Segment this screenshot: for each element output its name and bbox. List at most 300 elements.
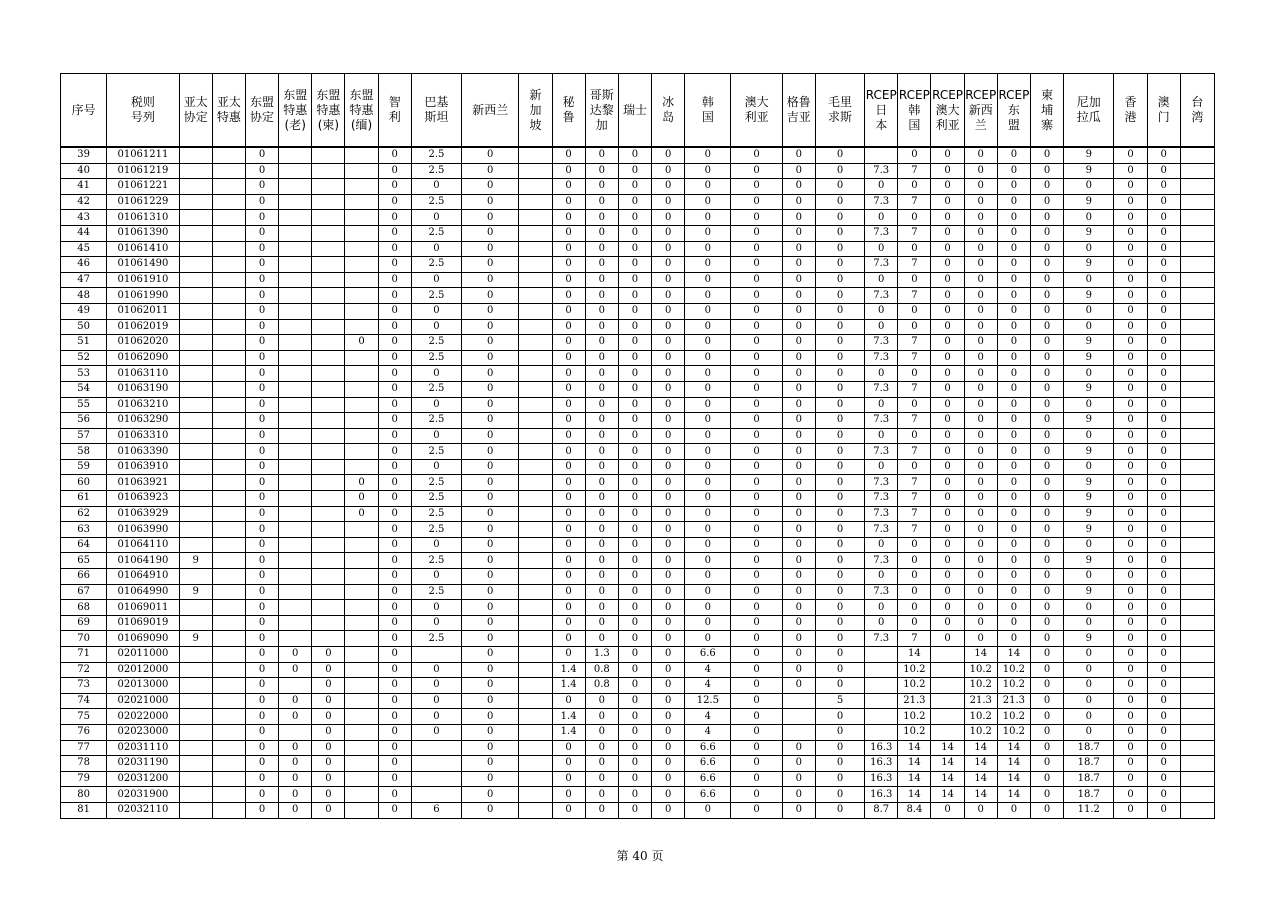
table-cell: 0: [1064, 397, 1114, 413]
table-cell: 0: [462, 475, 519, 491]
table-cell: 0: [1031, 147, 1064, 163]
table-cell: 0: [1114, 241, 1147, 257]
table-cell: 0: [997, 288, 1030, 304]
table-cell: [519, 724, 552, 740]
table-cell: 9: [1064, 225, 1114, 241]
table-cell: 0: [552, 147, 585, 163]
table-cell: [345, 553, 378, 569]
table-cell: 0: [279, 740, 312, 756]
table-cell: 0: [731, 740, 782, 756]
table-cell: 0: [618, 397, 651, 413]
table-cell: 9: [1064, 381, 1114, 397]
table-cell: [179, 537, 212, 553]
table-cell: 0: [685, 288, 731, 304]
table-cell: [519, 475, 552, 491]
table-cell: 0: [815, 802, 864, 818]
table-cell: 0: [731, 475, 782, 491]
table-cell: [345, 288, 378, 304]
table-cell: 0: [964, 553, 997, 569]
table-cell: 16.3: [865, 771, 898, 787]
table-cell: 5: [815, 693, 864, 709]
table-cell: 0: [585, 179, 618, 195]
table-cell: 2.5: [411, 147, 461, 163]
table-cell: 0: [245, 615, 278, 631]
table-cell: 0: [931, 366, 964, 382]
table-cell: 0: [462, 802, 519, 818]
table-cell: [519, 709, 552, 725]
column-header: 哥斯 达黎 加: [585, 74, 618, 148]
table-cell: 0: [462, 740, 519, 756]
table-cell: 0: [585, 241, 618, 257]
table-cell: [345, 225, 378, 241]
table-cell: 01062020: [107, 335, 179, 351]
table-cell: [279, 553, 312, 569]
table-cell: 02032110: [107, 802, 179, 818]
table-cell: 2.5: [411, 491, 461, 507]
table-cell: 0: [618, 724, 651, 740]
table-cell: 0: [685, 631, 731, 647]
table-cell: 4: [685, 709, 731, 725]
column-header: 格鲁 吉亚: [782, 74, 815, 148]
table-cell: 0: [898, 272, 931, 288]
table-cell: 0: [1031, 335, 1064, 351]
table-cell: 0: [652, 537, 685, 553]
table-cell: 0: [462, 693, 519, 709]
table-cell: 0: [279, 662, 312, 678]
table-cell: [1180, 241, 1214, 257]
table-cell: [1180, 272, 1214, 288]
table-cell: 0: [1114, 771, 1147, 787]
table-cell: 0: [552, 584, 585, 600]
table-row: [61, 335, 1215, 351]
table-cell: [519, 179, 552, 195]
table-cell: 0: [1147, 366, 1180, 382]
table-cell: 0: [931, 257, 964, 273]
table-cell: 14: [898, 756, 931, 772]
table-cell: 0: [378, 459, 411, 475]
table-cell: 14: [931, 756, 964, 772]
table-cell: 0: [1031, 678, 1064, 694]
table-cell: 0: [411, 366, 461, 382]
table-cell: 0: [964, 584, 997, 600]
table-cell: 0: [618, 241, 651, 257]
table-cell: 0: [618, 569, 651, 585]
table-cell: [212, 413, 245, 429]
table-cell: [212, 569, 245, 585]
table-cell: 0: [997, 537, 1030, 553]
table-cell: 7: [898, 225, 931, 241]
table-cell: 0: [685, 600, 731, 616]
table-cell: 0: [931, 475, 964, 491]
table-cell: 0: [731, 662, 782, 678]
table-cell: 46: [61, 257, 107, 273]
table-cell: [179, 475, 212, 491]
table-cell: 0: [618, 272, 651, 288]
table-cell: 0: [378, 740, 411, 756]
table-cell: 0: [731, 257, 782, 273]
column-header: 东盟 特惠 (柬): [312, 74, 345, 148]
table-cell: [279, 350, 312, 366]
table-cell: 44: [61, 225, 107, 241]
table-cell: 0: [931, 288, 964, 304]
column-header: 台 湾: [1180, 74, 1214, 148]
table-cell: [519, 459, 552, 475]
table-cell: 0.8: [585, 662, 618, 678]
table-cell: 0: [378, 428, 411, 444]
table-row: [61, 647, 1215, 663]
table-cell: [345, 615, 378, 631]
table-cell: 0: [1147, 459, 1180, 475]
table-cell: 0: [652, 506, 685, 522]
table-cell: [212, 615, 245, 631]
table-cell: 01064190: [107, 553, 179, 569]
table-cell: 0: [652, 475, 685, 491]
table-cell: 0: [997, 225, 1030, 241]
table-cell: [312, 319, 345, 335]
table-cell: [345, 522, 378, 538]
table-cell: 0: [245, 381, 278, 397]
header-row: [61, 74, 1215, 148]
table-cell: 0: [652, 319, 685, 335]
table-cell: 0: [815, 397, 864, 413]
table-row: [61, 381, 1215, 397]
column-header: 韩 国: [685, 74, 731, 148]
table-row: [61, 662, 1215, 678]
table-cell: [1180, 678, 1214, 694]
table-cell: 0: [1031, 631, 1064, 647]
table-cell: [312, 288, 345, 304]
table-cell: 0: [585, 319, 618, 335]
table-cell: 0: [685, 381, 731, 397]
table-cell: 0: [411, 272, 461, 288]
table-cell: 0: [685, 428, 731, 444]
table-cell: 0: [865, 569, 898, 585]
table-cell: 0: [731, 366, 782, 382]
table-cell: 0: [1147, 397, 1180, 413]
table-cell: 0: [585, 584, 618, 600]
table-row: [61, 740, 1215, 756]
table-cell: 2.5: [411, 194, 461, 210]
table-cell: 0: [652, 724, 685, 740]
table-cell: 0: [1147, 537, 1180, 553]
column-header: 香 港: [1114, 74, 1147, 148]
table-cell: 0: [1114, 475, 1147, 491]
table-cell: 7.3: [865, 350, 898, 366]
table-cell: [312, 210, 345, 226]
table-cell: [345, 693, 378, 709]
table-cell: 0: [1147, 147, 1180, 163]
table-cell: [312, 459, 345, 475]
table-cell: 0: [378, 724, 411, 740]
table-cell: 0: [782, 522, 815, 538]
table-cell: 0: [552, 771, 585, 787]
table-cell: 0: [1114, 288, 1147, 304]
table-cell: 9: [1064, 350, 1114, 366]
table-cell: 0: [585, 740, 618, 756]
table-cell: 0: [685, 210, 731, 226]
table-cell: 10.2: [964, 678, 997, 694]
table-cell: 6.6: [685, 771, 731, 787]
table-cell: 0: [1147, 522, 1180, 538]
table-cell: 0: [618, 194, 651, 210]
table-cell: 6.6: [685, 756, 731, 772]
table-cell: 0: [964, 303, 997, 319]
table-header: [61, 74, 1215, 148]
table-cell: [179, 288, 212, 304]
table-cell: 0: [815, 584, 864, 600]
table-cell: 0: [815, 241, 864, 257]
table-cell: [865, 693, 898, 709]
table-cell: 0: [997, 350, 1030, 366]
table-cell: 0: [731, 413, 782, 429]
table-cell: 0: [1031, 569, 1064, 585]
table-cell: 0: [964, 225, 997, 241]
table-cell: [212, 491, 245, 507]
table-cell: 9: [1064, 491, 1114, 507]
table-cell: 0: [652, 584, 685, 600]
table-cell: 0: [652, 631, 685, 647]
table-cell: 0: [378, 241, 411, 257]
table-cell: 14: [931, 771, 964, 787]
table-cell: [179, 335, 212, 351]
table-cell: 0: [731, 381, 782, 397]
table-cell: [519, 444, 552, 460]
table-cell: [212, 724, 245, 740]
table-cell: 0: [312, 724, 345, 740]
table-cell: 0: [1031, 724, 1064, 740]
table-cell: 0: [898, 397, 931, 413]
table-cell: [179, 163, 212, 179]
table-cell: 2.5: [411, 381, 461, 397]
column-header: 序号: [61, 74, 107, 148]
table-cell: 0: [378, 303, 411, 319]
column-header: 澳大 利亚: [731, 74, 782, 148]
table-cell: 0: [462, 335, 519, 351]
table-cell: 0: [245, 194, 278, 210]
table-cell: 0: [618, 740, 651, 756]
table-cell: 0: [462, 724, 519, 740]
table-cell: 0: [731, 756, 782, 772]
table-cell: 0: [462, 584, 519, 600]
table-cell: [345, 444, 378, 460]
table-cell: 0: [815, 600, 864, 616]
table-cell: 0: [964, 147, 997, 163]
table-cell: [312, 569, 345, 585]
table-cell: 0: [652, 413, 685, 429]
table-cell: [212, 756, 245, 772]
table-cell: 0: [1147, 662, 1180, 678]
table-cell: 0: [1031, 350, 1064, 366]
table-cell: 0: [652, 288, 685, 304]
table-cell: 0: [1147, 225, 1180, 241]
table-cell: 1.3: [585, 647, 618, 663]
table-cell: 0: [279, 693, 312, 709]
table-cell: [519, 787, 552, 803]
table-cell: [312, 506, 345, 522]
table-cell: 0: [1147, 647, 1180, 663]
table-cell: 0: [1031, 584, 1064, 600]
table-cell: 2.5: [411, 413, 461, 429]
table-cell: 0: [378, 319, 411, 335]
table-cell: [1180, 709, 1214, 725]
table-cell: 0: [552, 397, 585, 413]
table-cell: [345, 147, 378, 163]
table-cell: 0: [245, 225, 278, 241]
table-cell: 0: [245, 553, 278, 569]
table-row: [61, 225, 1215, 241]
table-cell: 0: [652, 709, 685, 725]
table-cell: 66: [61, 569, 107, 585]
table-cell: 01069090: [107, 631, 179, 647]
table-cell: 0: [685, 147, 731, 163]
table-cell: 79: [61, 771, 107, 787]
table-cell: [1180, 163, 1214, 179]
table-cell: [212, 335, 245, 351]
table-cell: 0: [552, 600, 585, 616]
table-cell: 0: [1114, 147, 1147, 163]
table-cell: 0: [378, 210, 411, 226]
table-cell: [519, 288, 552, 304]
table-cell: [179, 303, 212, 319]
table-cell: 0: [815, 303, 864, 319]
table-cell: [212, 709, 245, 725]
table-cell: 0: [815, 662, 864, 678]
table-cell: 9: [1064, 553, 1114, 569]
table-cell: 0: [685, 615, 731, 631]
table-cell: 59: [61, 459, 107, 475]
table-cell: [179, 350, 212, 366]
table-cell: 0: [585, 413, 618, 429]
table-cell: 0: [782, 303, 815, 319]
table-cell: 0: [245, 631, 278, 647]
table-cell: [212, 303, 245, 319]
table-cell: [212, 522, 245, 538]
table-cell: 0: [552, 350, 585, 366]
table-cell: 0: [618, 475, 651, 491]
table-cell: 0: [618, 709, 651, 725]
table-cell: [312, 584, 345, 600]
table-cell: 0: [462, 366, 519, 382]
table-cell: 0: [462, 179, 519, 195]
table-cell: [345, 428, 378, 444]
table-cell: 0: [997, 553, 1030, 569]
table-cell: 0: [378, 802, 411, 818]
table-cell: 9: [1064, 506, 1114, 522]
table-cell: 0: [1147, 335, 1180, 351]
table-cell: 0: [964, 600, 997, 616]
table-cell: [179, 506, 212, 522]
table-cell: 0: [782, 413, 815, 429]
table-cell: 0: [552, 522, 585, 538]
table-cell: 0: [411, 319, 461, 335]
table-cell: 0: [997, 381, 1030, 397]
table-cell: 0: [997, 303, 1030, 319]
table-cell: 0: [462, 163, 519, 179]
table-cell: [212, 397, 245, 413]
table-cell: 60: [61, 475, 107, 491]
table-cell: 0: [411, 662, 461, 678]
table-cell: [1180, 771, 1214, 787]
table-cell: 0: [312, 693, 345, 709]
table-cell: 0: [815, 335, 864, 351]
table-cell: 0: [997, 366, 1030, 382]
table-cell: [279, 491, 312, 507]
table-cell: 02012000: [107, 662, 179, 678]
table-cell: 7: [898, 257, 931, 273]
table-cell: [179, 272, 212, 288]
table-cell: 0: [378, 771, 411, 787]
table-cell: 0: [652, 303, 685, 319]
table-cell: 0: [731, 319, 782, 335]
table-cell: 14: [997, 756, 1030, 772]
table-cell: [865, 147, 898, 163]
table-cell: 0: [552, 787, 585, 803]
table-cell: 01063190: [107, 381, 179, 397]
table-cell: 0: [782, 257, 815, 273]
table-cell: 0: [815, 569, 864, 585]
table-cell: 0: [245, 210, 278, 226]
table-cell: 0: [782, 179, 815, 195]
table-cell: [519, 163, 552, 179]
table-cell: [1180, 147, 1214, 163]
table-cell: 0: [865, 537, 898, 553]
table-cell: 0: [245, 724, 278, 740]
table-row: [61, 506, 1215, 522]
table-row: [61, 553, 1215, 569]
table-cell: 02031200: [107, 771, 179, 787]
table-row: [61, 802, 1215, 818]
table-cell: 0: [1031, 225, 1064, 241]
table-cell: 0: [552, 225, 585, 241]
table-cell: [212, 257, 245, 273]
table-cell: 0: [1031, 381, 1064, 397]
table-cell: 0: [898, 179, 931, 195]
table-cell: [179, 257, 212, 273]
table-cell: 7.3: [865, 257, 898, 273]
column-header: 智 利: [378, 74, 411, 148]
table-cell: 75: [61, 709, 107, 725]
table-cell: 9: [1064, 194, 1114, 210]
table-cell: 0: [279, 709, 312, 725]
table-cell: 0: [964, 194, 997, 210]
table-cell: 02021000: [107, 693, 179, 709]
table-cell: 7.3: [865, 506, 898, 522]
table-cell: 0: [1031, 210, 1064, 226]
table-cell: [179, 459, 212, 475]
table-cell: 0: [1114, 569, 1147, 585]
table-cell: [345, 210, 378, 226]
table-cell: 0: [462, 413, 519, 429]
table-cell: 7.3: [865, 491, 898, 507]
table-cell: 50: [61, 319, 107, 335]
table-cell: 0: [245, 444, 278, 460]
table-cell: [179, 397, 212, 413]
table-cell: 0: [618, 600, 651, 616]
table-cell: 0: [1031, 740, 1064, 756]
table-cell: 0: [815, 413, 864, 429]
table-cell: 0: [652, 491, 685, 507]
table-row: [61, 444, 1215, 460]
column-header: 澳 门: [1147, 74, 1180, 148]
table-cell: 64: [61, 537, 107, 553]
table-cell: 7: [898, 335, 931, 351]
table-cell: 0: [731, 350, 782, 366]
table-cell: 0: [378, 631, 411, 647]
table-cell: [179, 413, 212, 429]
table-row: [61, 147, 1215, 163]
table-cell: [312, 350, 345, 366]
table-cell: 0: [865, 179, 898, 195]
